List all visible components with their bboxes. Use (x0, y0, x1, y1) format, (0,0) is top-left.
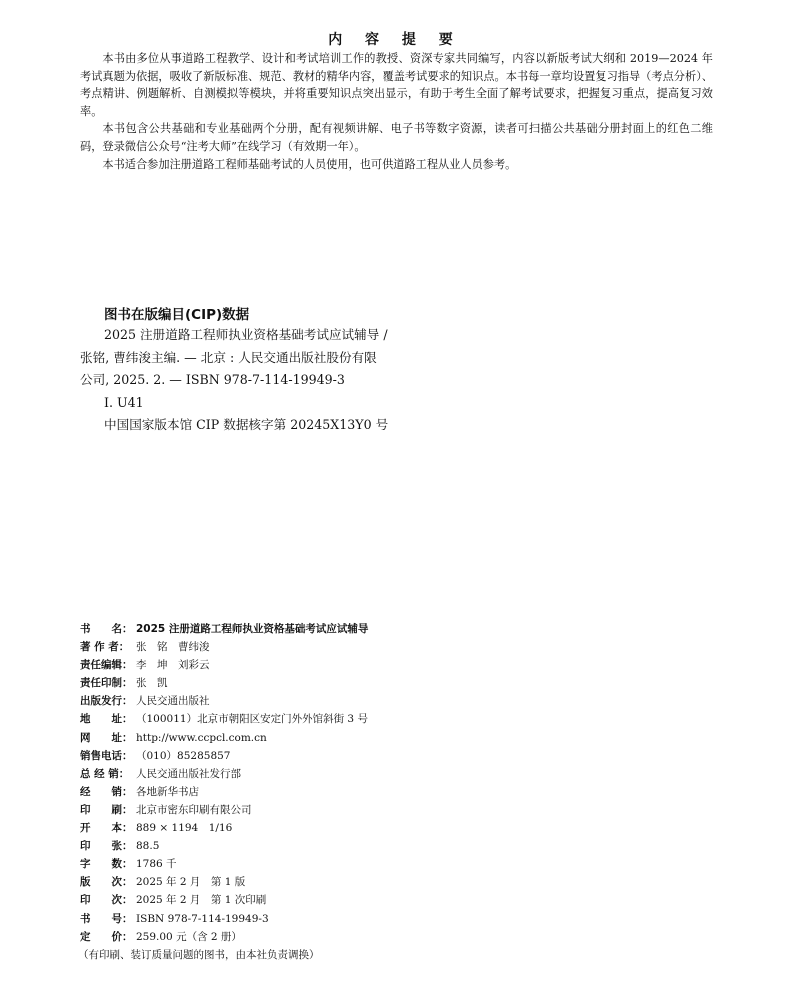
imprint-value: 人民交通出版社发行部 (136, 767, 241, 780)
cip-line-classification: Ⅰ. U41 (104, 394, 144, 410)
imprint-label: 版 次： (80, 876, 133, 889)
imprint-label: 印 次： (80, 894, 133, 907)
cip-line-publisher: 公司, 2025. 2. — ISBN 978-7-114-19949-3 (80, 372, 345, 388)
cip-line-title: 2025 注册道路工程师执业资格基础考试应试辅导 / (104, 327, 388, 342)
imprint-row-sheets (80, 837, 640, 855)
imprint-value: http://www.ccpcl.com.cn (136, 731, 267, 744)
imprint-value: 2025 年 2 月 第 1 版 (136, 876, 246, 889)
imprint-value: ISBN 978-7-114-19949-3 (136, 912, 269, 925)
imprint-label: 责任印制： (80, 677, 133, 690)
imprint-label: 地 址： (80, 713, 133, 726)
imprint-value: （100011）北京市朝阳区安定门外外馆斜街 3 号 (136, 713, 368, 726)
imprint-row-seller (80, 783, 640, 801)
imprint-label: 字 数： (80, 858, 133, 871)
imprint-row-phone (80, 747, 640, 765)
imprint-row-edition (80, 873, 640, 891)
summary-paragraph: 本书包含公共基础和专业基础两个分册，配有视频讲解、电子书等数字资源，读者可扫描公共基础分册封面上的红色二维码，登录微信公众号“注考大师”在线学习（有效期一年）。 (80, 122, 713, 153)
imprint-label: 出版发行： (80, 695, 133, 708)
summary-heading: 内 容 提 要 (328, 32, 462, 48)
imprint-row-title (80, 620, 640, 638)
imprint-row-print-manager (80, 674, 640, 692)
imprint-row-word-count (80, 855, 640, 873)
imprint-value: 889 × 1194 1/16 (136, 822, 233, 835)
imprint-value: 李 坤 刘彩云 (136, 659, 210, 672)
imprint-row-distributor (80, 765, 640, 783)
imprint-row-price (80, 928, 640, 946)
imprint-label: 印 刷： (80, 803, 133, 816)
imprint-value: 张 铭 曹纬浚 (136, 641, 210, 654)
imprint-value: 88.5 (136, 840, 160, 853)
imprint-value: 北京市密东印刷有限公司 (136, 803, 252, 816)
imprint-value: 张 凯 (136, 677, 168, 690)
imprint-row-printing (80, 891, 640, 909)
imprint-row-address (80, 710, 640, 728)
summary-section (80, 50, 713, 173)
cip-line-number: 中国国家版本馆 CIP 数据核字第 20245X13Y0 号 (104, 417, 389, 433)
cip-record (80, 324, 425, 437)
imprint-value: 1786 千 (136, 858, 177, 871)
imprint-row-printer (80, 801, 640, 819)
imprint-row-isbn (80, 910, 640, 928)
imprint-value: 各地新华书店 (136, 785, 199, 798)
imprint-label: 总 经 销： (80, 767, 130, 780)
imprint-row-authors (80, 638, 640, 656)
cip-line-authors: 张铭, 曹纬浚主编. — 北京 : 人民交通出版社股份有限 (80, 349, 377, 365)
imprint-label: 责任编辑： (80, 659, 133, 672)
imprint-label: 开 本： (80, 822, 133, 835)
imprint-label: 经 销： (80, 785, 133, 798)
imprint-note: （有印刷、装订质量问题的图书，由本社负责调换） (78, 948, 320, 961)
imprint-value: 人民交通出版社 (136, 695, 210, 708)
imprint-value: 2025 年 2 月 第 1 次印刷 (136, 894, 267, 907)
imprint-label: 书 名： (80, 623, 133, 635)
imprint-row-website (80, 729, 640, 747)
imprint-label: 著 作 者： (80, 641, 130, 654)
imprint-label: 销售电话： (80, 749, 133, 762)
imprint-value: （010）85285857 (136, 749, 231, 762)
imprint-row-publisher (80, 692, 640, 710)
imprint-row-format (80, 819, 640, 837)
imprint-row-editors (80, 656, 640, 674)
imprint-label: 书 号： (80, 912, 133, 925)
imprint-label: 定 价： (80, 930, 133, 943)
summary-paragraph: 本书由多位从事道路工程教学、设计和考试培训工作的教授、资深专家共同编写，内容以新版考试大纲和 2019—2024 年考试真题为依据，吸收了新版标准、规范、教材的精华内容，覆盖考试要求的知识点。本书每一章均设置复习指导（考点分析）、考点精讲、例题解析、自测模拟等模块，并将重要知识点突出显示，有助于考生全面了解考试要求，把握复习重点，提高复习效率。 (80, 52, 713, 118)
cip-title: 图书在版编目(CIP)数据 (104, 307, 250, 323)
imprint-label: 印 张： (80, 840, 133, 853)
imprint-value: 259.00 元（含 2 册） (136, 930, 242, 943)
imprint-label: 网 址： (80, 731, 133, 744)
imprint-table (80, 620, 640, 964)
imprint-value: 2025 注册道路工程师执业资格基础考试应试辅导 (136, 623, 369, 635)
summary-paragraph: 本书适合参加注册道路工程师基础考试的人员使用，也可供道路工程从业人员参考。 (102, 157, 517, 171)
